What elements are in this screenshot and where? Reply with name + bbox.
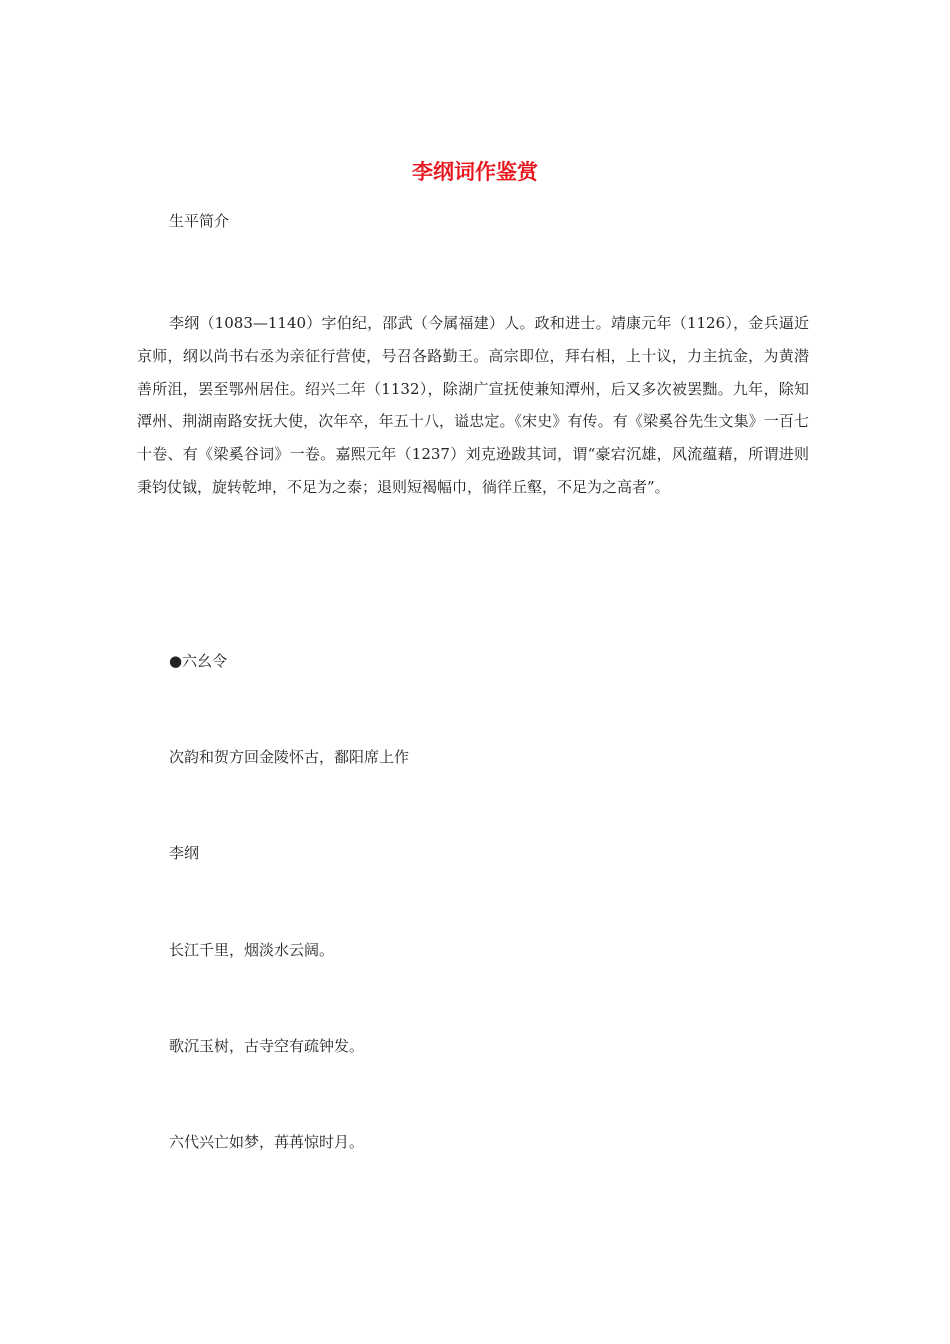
section-heading: 生平简介 xyxy=(169,212,230,230)
biography-paragraph: 李纲（1083—1140）字伯纪，邵武（今属福建）人。政和进士。靖康元年（1126），金兵逼近京师，纲以尚书右丞为亲征行营使，号召各路勤王。高宗即位，拜右相，上十议，力主抗金，为黄潜善所沮，罢至鄂州居住。绍兴二年（1132），除湖广宣抚使兼知潭州，后又多次被罢黜。九年，除知潭州、荆湖南路安抚大使，次年卒，年五十八，谥忠定。《宋史》有传。有《梁奚谷先生文集》一百七十卷、有《梁奚谷词》一卷。嘉熙元年（1237）刘克逊跋其词，谓“豪宕沉雄，风流蕴藉，所谓进则秉钧仗钺，旋转乾坤，不足为之泰；退则短褐幅巾，徜徉丘壑，不足为之高者”。 xyxy=(137,314,809,496)
poem-author: 李纲 xyxy=(169,844,200,862)
poem-subtitle: 次韵和贺方回金陵怀古，鄱阳席上作 xyxy=(169,748,410,766)
poem-line: 长江千里，烟淡水云阔。 xyxy=(169,941,335,959)
poem-line: 歌沉玉树，古寺空有疏钟发。 xyxy=(169,1037,365,1055)
poem-heading: ●六幺令 xyxy=(169,652,228,670)
poem-line: 六代兴亡如梦，苒苒惊时月。 xyxy=(169,1133,365,1151)
document-title: 李纲词作鉴赏 xyxy=(412,160,538,184)
